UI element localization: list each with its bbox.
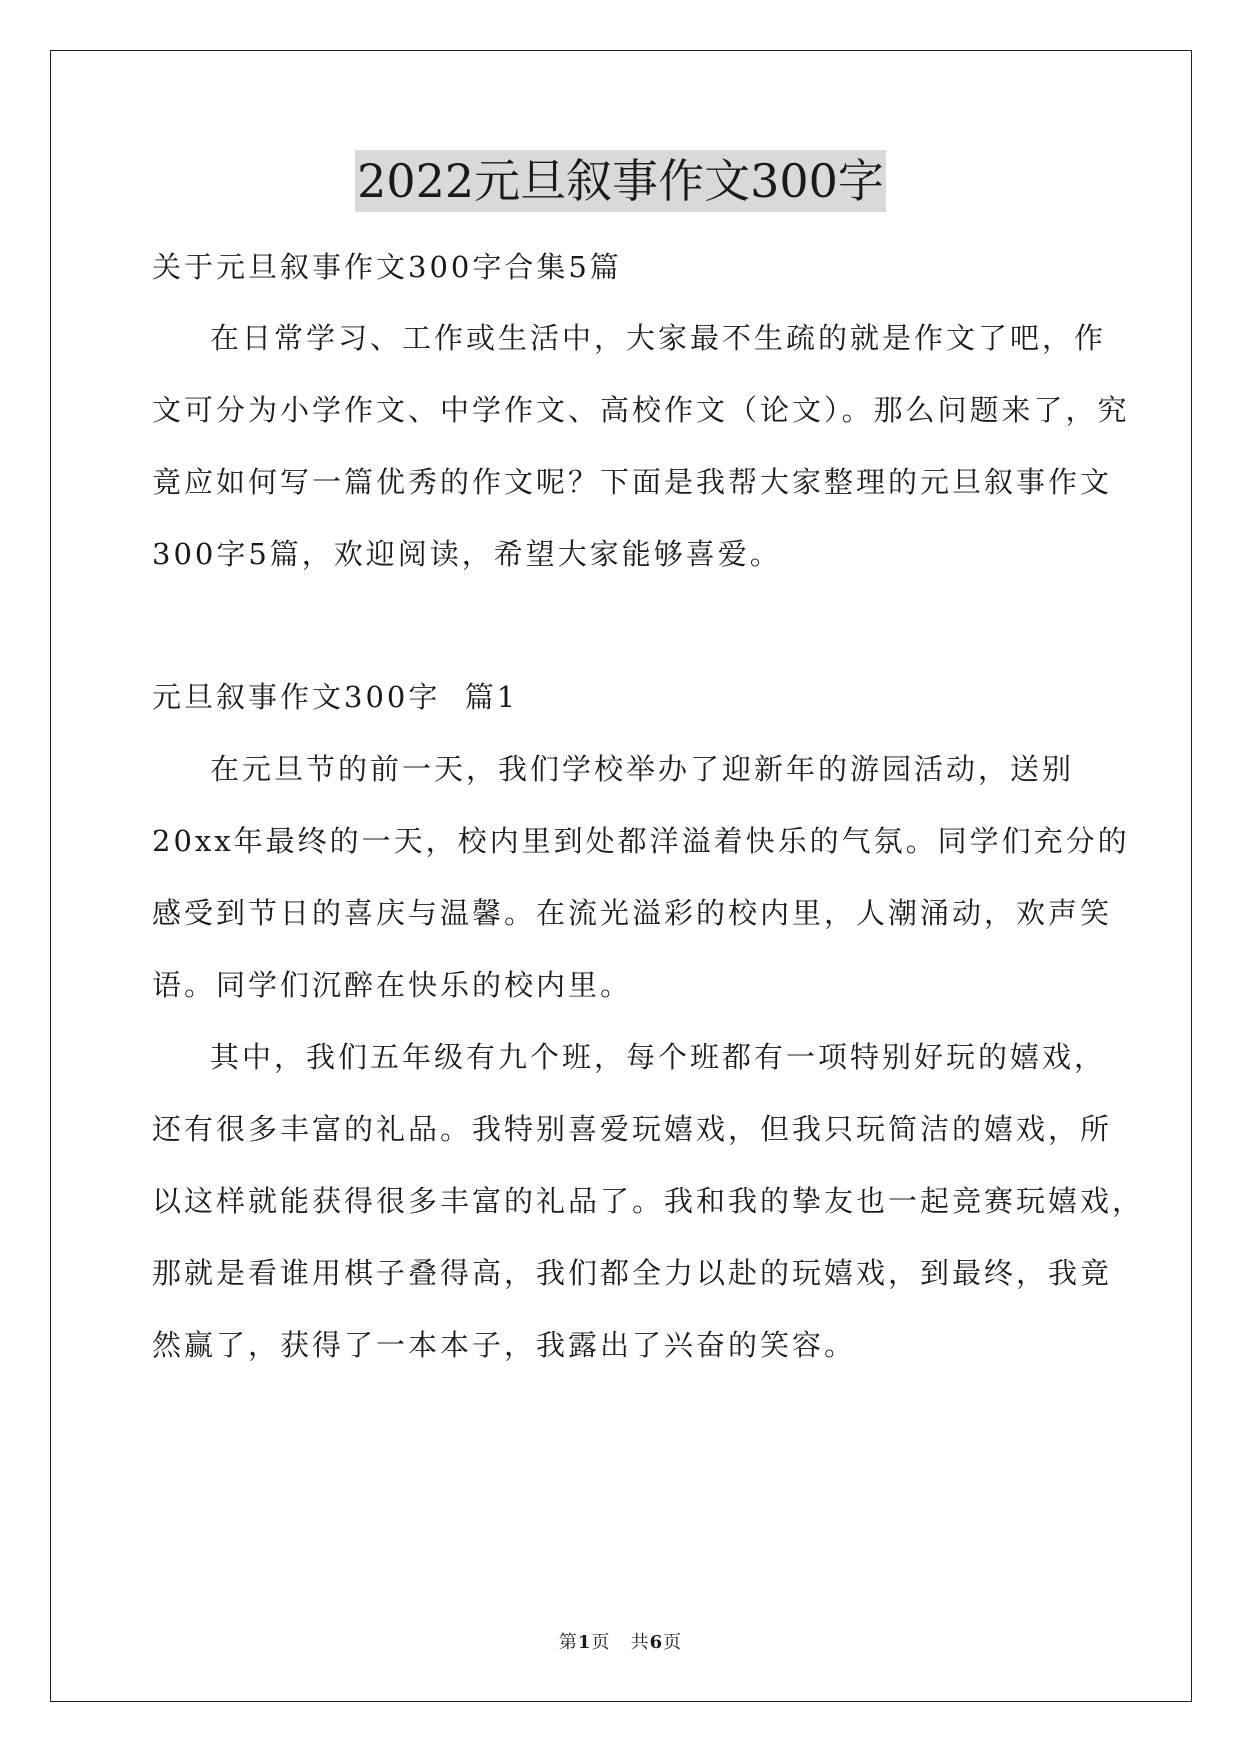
paragraph-line: 语。同学们沉醉在快乐的校内里。: [152, 968, 633, 1002]
intro-line: 300字5篇，欢迎阅读，希望大家能够喜爱。: [152, 537, 782, 571]
footer-page-total: 6: [649, 1632, 664, 1653]
paragraph-line: 以这样就能获得很多丰富的礼品了。我和我的挚友也一起竞赛玩嬉戏，: [152, 1184, 1145, 1218]
footer-page-number: 1: [577, 1632, 592, 1653]
intro-line: 文可分为小学作文、中学作文、高校作文（论文）。那么问题来了，究: [152, 393, 1130, 427]
intro-line: 竟应如何写一篇优秀的作文呢？下面是我帮大家整理的元旦叙事作文: [152, 465, 1113, 499]
intro-heading: 关于元旦叙事作文300字合集5篇: [152, 250, 622, 284]
paragraph-line: 在元旦节的前一天，我们学校举办了迎新年的游园活动，送别: [210, 752, 1075, 786]
footer-prefix: 第: [558, 1632, 578, 1653]
paragraph-line: 感受到节日的喜庆与温馨。在流光溢彩的校内里，人潮涌动，欢声笑: [152, 896, 1113, 930]
title-container: [0, 150, 1241, 212]
section-heading: 元旦叙事作文300字 篇1: [152, 680, 519, 714]
paragraph-line: 其中，我们五年级有九个班，每个班都有一项特别好玩的嬉戏，: [210, 1040, 1107, 1074]
footer-mid: 页 共: [591, 1632, 650, 1653]
footer-suffix: 页: [663, 1632, 683, 1653]
paragraph-line: 20xx年最终的一天，校内里到处都洋溢着快乐的气氛。同学们充分的: [152, 824, 1130, 858]
intro-line: 在日常学习、工作或生活中，大家最不生疏的就是作文了吧，作: [210, 321, 1107, 355]
paragraph-line: 还有很多丰富的礼品。我特别喜爱玩嬉戏，但我只玩简洁的嬉戏，所: [152, 1112, 1113, 1146]
page-border: [50, 50, 1192, 1702]
page-footer: [0, 1628, 1241, 1654]
paragraph-line: 然赢了，获得了一本本子，我露出了兴奋的笑容。: [152, 1328, 857, 1362]
document-title: 2022元旦叙事作文300字: [355, 150, 886, 212]
paragraph-line: 那就是看谁用棋子叠得高，我们都全力以赴的玩嬉戏，到最终，我竟: [152, 1256, 1113, 1290]
